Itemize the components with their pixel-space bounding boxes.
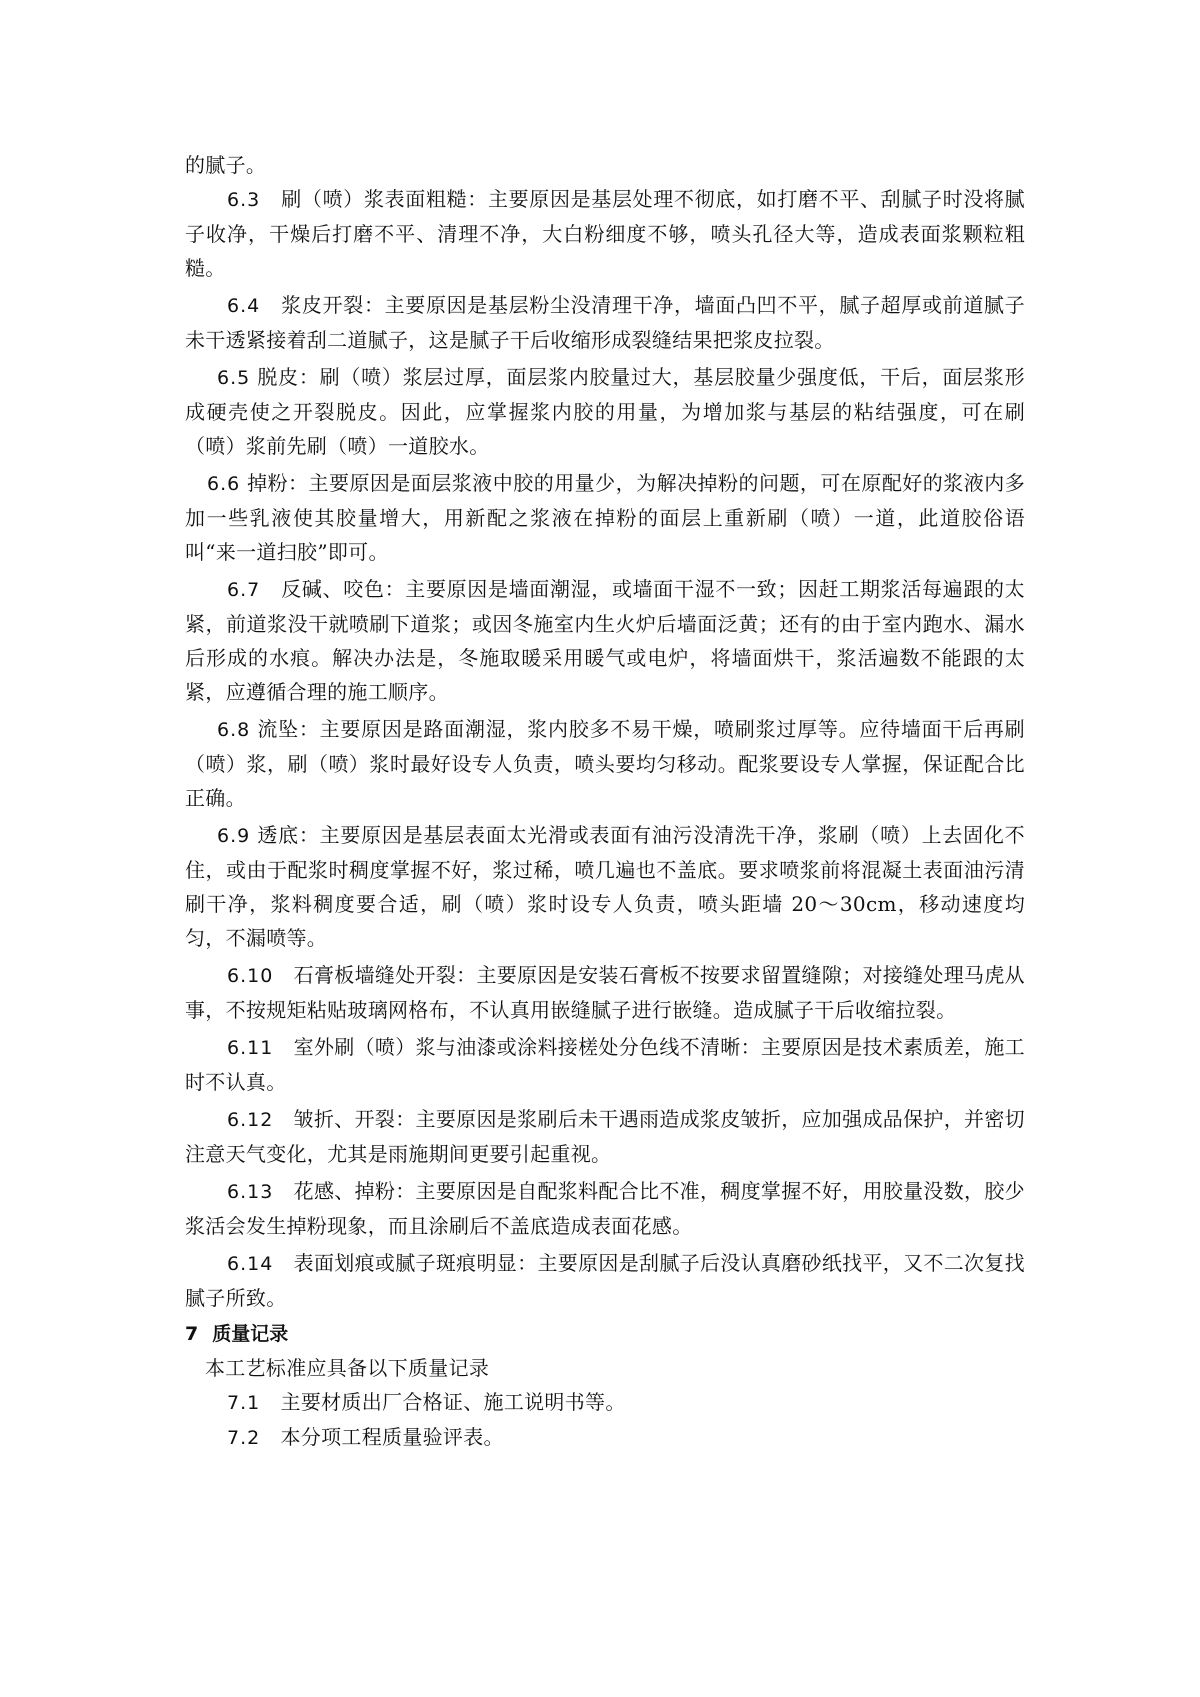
document-body	[185, 148, 1025, 1455]
clause-number: 6.14	[227, 1253, 274, 1275]
clause-number: 6.11	[227, 1037, 274, 1059]
clause-6-12	[185, 1102, 1025, 1171]
record-text: 本分项工程质量验评表。	[280, 1425, 504, 1449]
clause-6-10	[185, 958, 1025, 1027]
record-text: 主要材质出厂合格证、施工说明书等。	[280, 1390, 626, 1414]
clause-number: 6.6	[207, 473, 241, 495]
clause-number: 6.8	[217, 719, 251, 741]
section-7-intro: 本工艺标准应具备以下质量记录	[205, 1356, 490, 1380]
clause-number: 6.9	[217, 825, 251, 847]
clause-6-9	[185, 818, 1025, 955]
section-number: 7	[185, 1323, 199, 1345]
clause-number: 6.3	[227, 189, 261, 211]
clause-6-13	[185, 1174, 1025, 1243]
section-heading-7	[185, 1317, 1025, 1351]
clause-text: 表面划痕或腻子斑痕明显：主要原因是刮腻子后没认真磨砂纸找平，又不二次复找腻子所致。	[185, 1251, 1025, 1310]
clause-text: 反碱、咬色：主要原因是墙面潮湿，或墙面干湿不一致；因赶工期浆活每遍跟的太紧，前道浆没干就喷刷下道浆；或因冬施室内生火炉后墙面泛黄；还有的由于室内跑水、漏水后形成的水痕。解决办法是，冬施取暖采用暖气或电炉，将墙面烘干，浆活遍数不能跟的太紧，应遵循合理的施工顺序。	[185, 577, 1025, 704]
clause-text: 室外刷（喷）浆与油漆或涂料接槎处分色线不清晰：主要原因是技术素质差，施工时不认真。	[185, 1035, 1025, 1094]
clause-6-8	[185, 712, 1025, 815]
record-number: 7.2	[227, 1427, 261, 1449]
clause-6-6	[185, 466, 1025, 569]
clause-6-7	[185, 572, 1025, 709]
clause-number: 6.12	[227, 1109, 274, 1131]
record-number: 7.1	[227, 1392, 261, 1414]
clause-number: 6.10	[227, 965, 274, 987]
record-7-2	[185, 1420, 1025, 1455]
clause-6-5	[185, 360, 1025, 463]
clause-text: 脱皮：刷（喷）浆层过厚，面层浆内胶量过大，基层胶量少强度低，干后，面层浆形成硬壳使之开裂脱皮。因此，应掌握浆内胶的用量，为增加浆与基层的粘结强度，可在刷（喷）浆前先刷（喷）一道胶水。	[185, 365, 1025, 458]
clause-number: 6.7	[227, 579, 261, 601]
clause-text: 刷（喷）浆表面粗糙：主要原因是基层处理不彻底，如打磨不平、刮腻子时没将腻子收净，干燥后打磨不平、清理不净，大白粉细度不够，喷头孔径大等，造成表面浆颗粒粗糙。	[185, 187, 1025, 280]
section-title: 质量记录	[212, 1323, 289, 1345]
clause-text: 浆皮开裂：主要原因是基层粉尘没清理干净，墙面凸凹不平，腻子超厚或前道腻子未干透紧接着刮二道腻子，这是腻子干后收缩形成裂缝结果把浆皮拉裂。	[185, 293, 1025, 352]
clause-6-4	[185, 288, 1025, 357]
continuation-text: 的腻子。	[185, 153, 267, 177]
clause-number: 6.13	[227, 1181, 274, 1203]
clause-number: 6.5	[217, 367, 251, 389]
clause-6-3	[185, 182, 1025, 285]
clause-text: 石膏板墙缝处开裂：主要原因是安装石膏板不按要求留置缝隙；对接缝处理马虎从事，不按规矩粘贴玻璃网格布，不认真用嵌缝腻子进行嵌缝。造成腻子干后收缩拉裂。	[185, 963, 1025, 1022]
clause-text: 掉粉：主要原因是面层浆液中胶的用量少，为解决掉粉的问题，可在原配好的浆液内多加一些乳液使其胶量增大，用新配之浆液在掉粉的面层上重新刷（喷）一道，此道胶俗语叫“来一道扫胶”即可。	[185, 471, 1025, 564]
record-7-1	[185, 1385, 1025, 1420]
clause-6-11	[185, 1030, 1025, 1099]
clause-text: 透底：主要原因是基层表面太光滑或表面有油污没清洗干净，浆刷（喷）上去固化不住，或由于配浆时稠度掌握不好，浆过稀，喷几遍也不盖底。要求喷浆前将混凝土表面油污清刷干净，浆料稠度要合适，刷（喷）浆时设专人负责，喷头距墙 20～30cm，移动速度均匀，不漏喷等。	[185, 823, 1025, 950]
clause-6-14	[185, 1246, 1025, 1315]
clause-text: 皱折、开裂：主要原因是浆刷后未干遇雨造成浆皮皱折，应加强成品保护，并密切注意天气变化，尤其是雨施期间更要引起重视。	[185, 1107, 1025, 1166]
clause-text: 流坠：主要原因是路面潮湿，浆内胶多不易干燥，喷刷浆过厚等。应待墙面干后再刷（喷）浆，刷（喷）浆时最好设专人负责，喷头要均匀移动。配浆要设专人掌握，保证配合比正确。	[185, 717, 1025, 810]
clause-number: 6.4	[227, 295, 261, 317]
clause-text: 花感、掉粉：主要原因是自配浆料配合比不准，稠度掌握不好，用胶量没数，胶少浆活会发生掉粉现象，而且涂刷后不盖底造成表面花感。	[185, 1179, 1025, 1238]
